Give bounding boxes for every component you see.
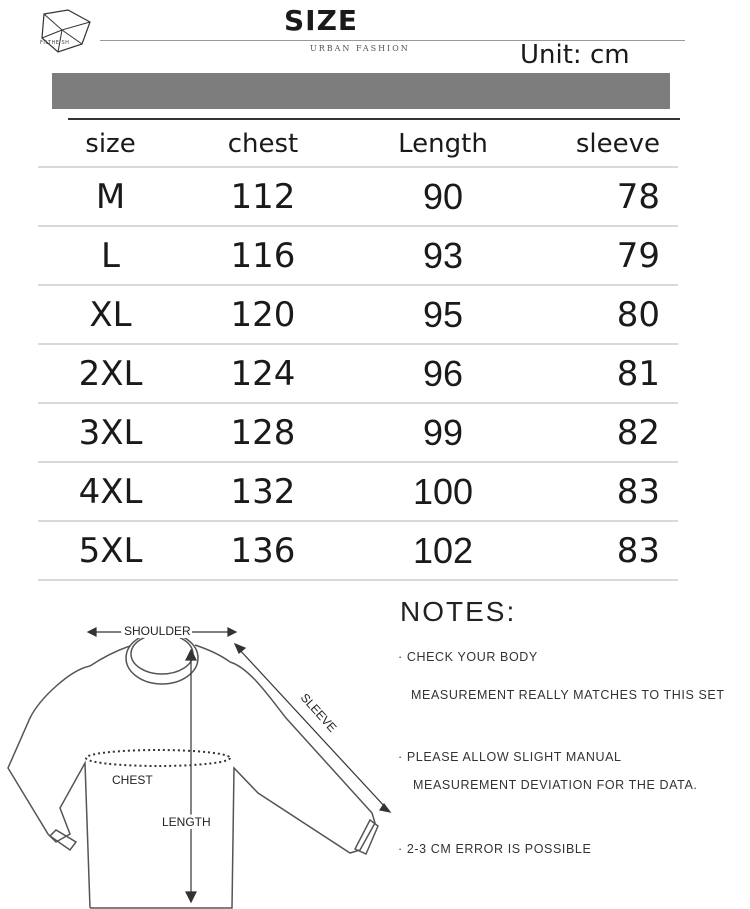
table-row (38, 463, 678, 522)
note-line-5: · 2-3 CM ERROR IS POSSIBLE (398, 842, 592, 856)
chest-label: CHEST (112, 773, 153, 787)
size-cell: 4XL (78, 471, 143, 512)
size-cell: M (95, 176, 126, 217)
size-table (38, 122, 678, 581)
length-cell: 100 (412, 470, 474, 512)
chest-cell: 132 (230, 471, 296, 512)
chest-cell: 112 (230, 176, 296, 217)
length-cell: 99 (422, 411, 464, 453)
sleeve-arrow (235, 644, 390, 812)
chest-cell: 120 (230, 294, 296, 335)
column-header-chest: chest (227, 129, 299, 159)
sleeve-cell: 78 (616, 176, 660, 217)
shoulder-label: SHOULDER (124, 624, 191, 638)
sleeve-cell: 81 (616, 353, 660, 394)
table-header-row (38, 122, 678, 168)
unit-label: Unit: cm (520, 40, 630, 70)
table-row (38, 286, 678, 345)
table-top-rule (68, 118, 680, 120)
sleeve-label: SLEEVE (297, 690, 340, 735)
length-cell: 95 (422, 293, 464, 335)
chest-cell: 116 (230, 235, 296, 276)
notes-title: NOTES: (400, 596, 517, 627)
table-row (38, 227, 678, 286)
note-line-3: · PLEASE ALLOW SLIGHT MANUAL (398, 750, 622, 764)
size-cell: 5XL (78, 530, 143, 571)
sleeve-cell: 80 (616, 294, 660, 335)
length-arrow (186, 650, 196, 902)
table-row (38, 404, 678, 463)
chest-measure-line (86, 750, 230, 766)
length-cell: 93 (422, 234, 464, 276)
column-header-sleeve: sleeve (575, 129, 660, 159)
size-cell: L (101, 235, 120, 276)
chest-cell: 124 (230, 353, 296, 394)
note-line-2: MEASUREMENT REALLY MATCHES TO THIS SET (411, 688, 725, 702)
size-cell: 2XL (78, 353, 143, 394)
brand-logo-icon (38, 8, 98, 58)
brand-subtitle: URBAN FASHION (310, 44, 410, 53)
sleeve-cell: 83 (616, 530, 660, 571)
table-row (38, 345, 678, 404)
page-title: SIZE (284, 4, 359, 37)
sleeve-cell: 82 (616, 412, 660, 453)
length-cell: 96 (422, 352, 464, 394)
sleeve-cell: 83 (616, 471, 660, 512)
chest-cell: 128 (230, 412, 296, 453)
column-header-size: size (85, 129, 136, 159)
note-line-1: · CHECK YOUR BODY (398, 650, 538, 664)
note-line-4: MEASUREMENT DEVIATION FOR THE DATA. (413, 778, 698, 792)
chest-cell: 136 (230, 530, 296, 571)
size-cell: XL (89, 294, 132, 335)
sleeve-cell: 79 (616, 235, 660, 276)
column-header-length: Length (398, 129, 488, 159)
table-row (38, 522, 678, 581)
garment-measurement-diagram (0, 608, 400, 909)
header-bar (52, 73, 670, 109)
length-cell: 90 (422, 175, 464, 217)
shirt-outline (8, 632, 378, 908)
length-label: LENGTH (162, 815, 211, 829)
brand-logo-text: FILTHE SH (40, 40, 70, 46)
table-row (38, 168, 678, 227)
length-cell: 102 (412, 529, 474, 571)
size-cell: 3XL (78, 412, 143, 453)
